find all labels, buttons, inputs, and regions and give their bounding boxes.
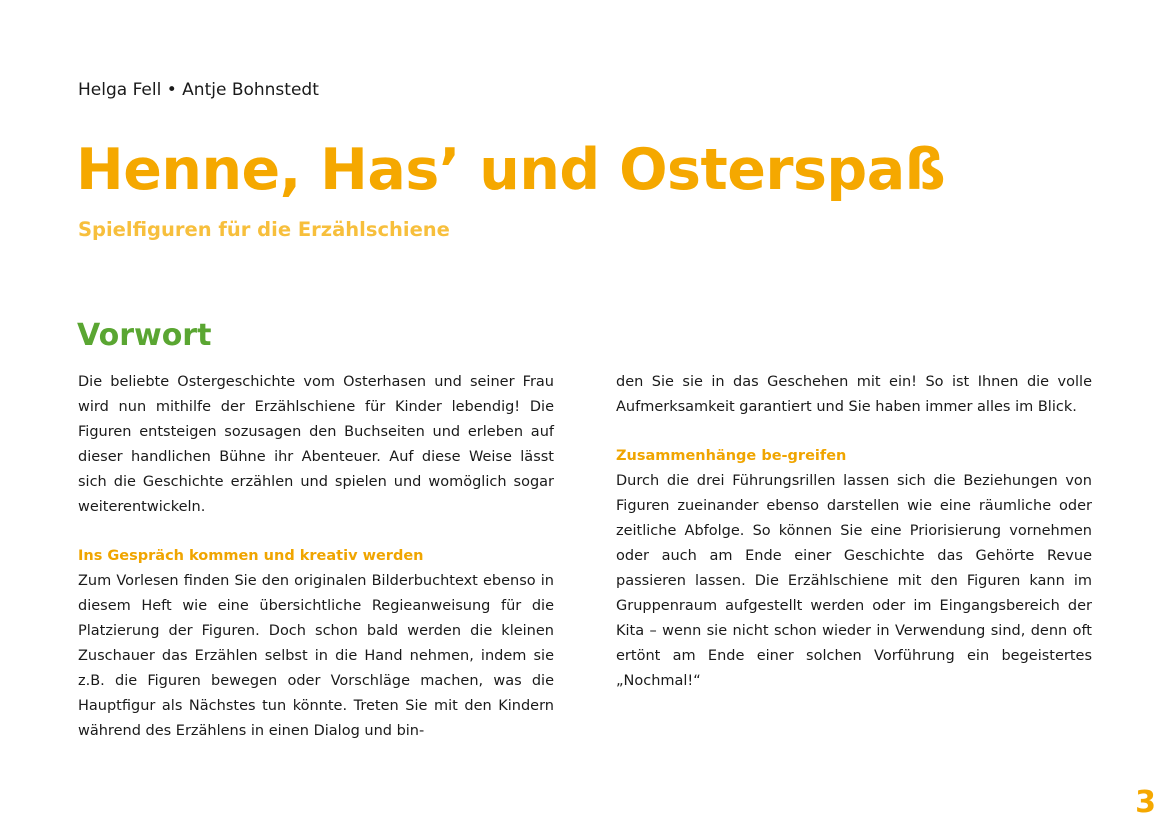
left-column (78, 370, 554, 744)
book-subtitle: Spielfiguren für die Erzählschiene (78, 218, 450, 241)
conversation-paragraph: Zum Vorlesen finden Sie den originalen Bilderbuchtext ebenso in diesem Heft wie eine übersichtliche Regieanweisung für die Platzierung der Figuren. Doch schon bald werden die kleinen Zuschauer das Erzählen selbst in die Hand nehmen, indem sie z.B. die Figuren bewegen oder Vorschläge machen, was die Hauptfigur als Nächstes tun könnte. Treten Sie mit den Kindern während des Erzählens in einen Dialog und bin- (78, 573, 554, 739)
page-number: 3 (1135, 785, 1156, 820)
subheading-conversation: Ins Gespräch kommen und kreativ werden (78, 548, 424, 564)
authors: Helga Fell • Antje Bohnstedt (78, 80, 319, 100)
intro-paragraph: Die beliebte Ostergeschichte vom Osterhasen und seiner Frau wird nun mithilfe der Erzählschiene für Kinder lebendig! Die Figuren entsteigen sozusagen den Buchseiten und erleben auf dieser handlichen Bühne ihr Abenteuer. Auf diese Weise lässt sich die Geschichte erzählen und spielen und womöglich sogar weiterentwickeln. (78, 374, 554, 515)
book-title: Henne, Has’ und Osterspaß (76, 137, 946, 203)
continuation-paragraph: den Sie sie in das Geschehen mit ein! So ist Ihnen die volle Aufmerksamkeit garantiert und Sie haben immer alles im Blick. (616, 374, 1092, 415)
subheading-connections: Zusammenhänge be-greifen (616, 448, 847, 464)
right-column (616, 370, 1092, 694)
section-title: Vorwort (77, 318, 212, 353)
connections-paragraph: Durch die drei Führungsrillen lassen sich die Beziehungen von Figuren zueinander ebenso darstellen wie eine räumliche oder zeitliche Abfolge. So können Sie eine Priorisierung vornehmen oder auch am Ende einer Geschichte das Gehörte Revue passieren lassen. Die Erzählschiene mit den Figuren kann im Gruppenraum aufgestellt werden oder im Eingangsbereich der Kita – wenn sie nicht schon wieder in Verwendung sind, denn oft ertönt am Ende einer solchen Vorführung ein begeistertes „Nochmal!“ (616, 473, 1092, 689)
